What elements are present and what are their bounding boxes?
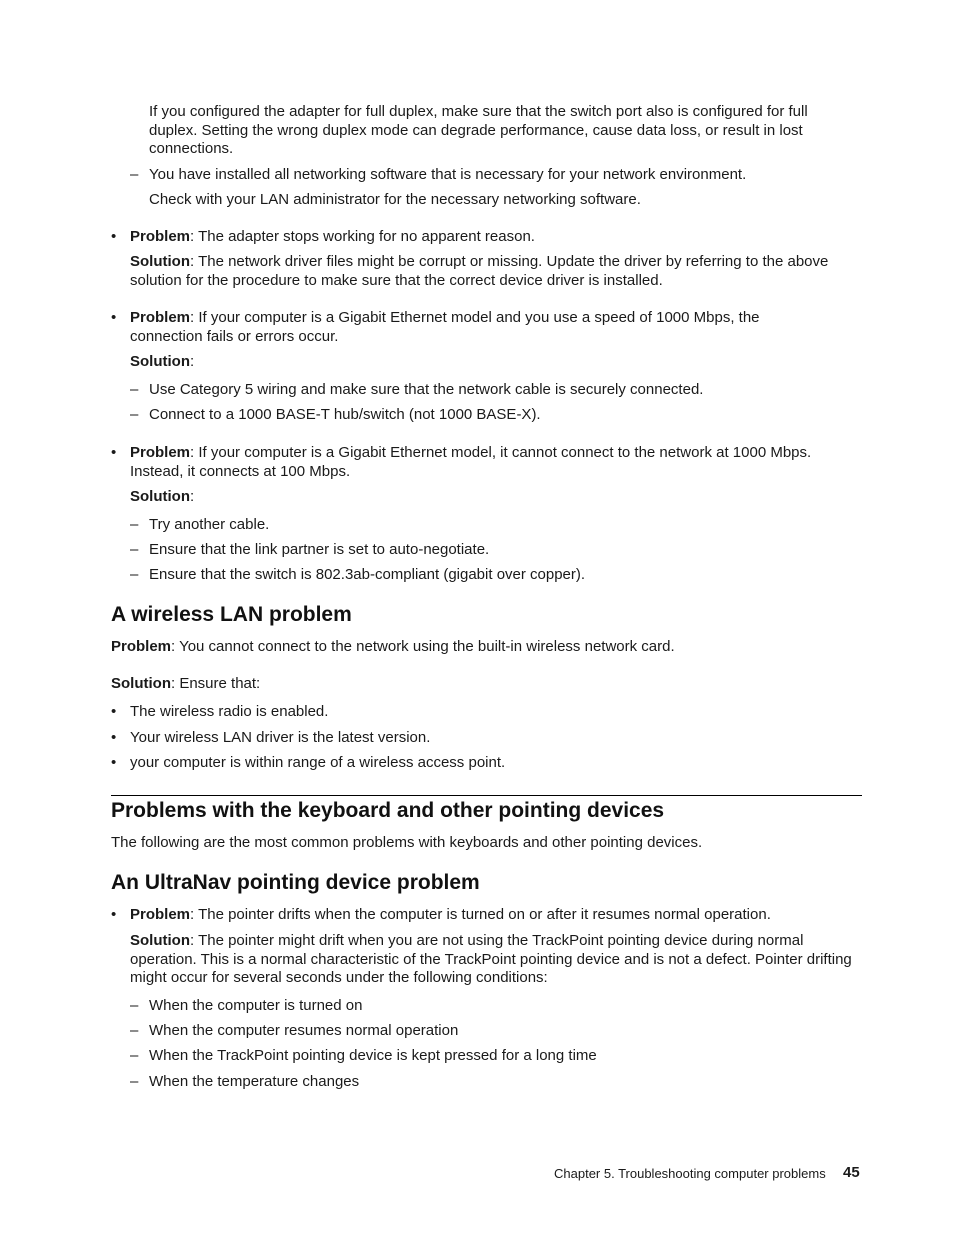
solution-3-dash-1: Try another cable. [149,516,270,533]
footer-chapter: Chapter 5. Troubleshooting computer problems [554,1166,826,1181]
bullet-marker: • [111,729,117,746]
ultranav-dash-2: When the computer resumes normal operation [149,1022,459,1039]
dash-marker: – [130,1047,139,1064]
ultranav-problem-text: : The pointer drifts when the computer is turned on or after it resumes normal operation. [190,906,771,923]
bullet-marker: • [111,703,117,720]
problem-2 [130,309,820,346]
section-divider [111,795,862,796]
ultranav-solution [130,932,868,988]
ultranav-dash-3: When the TrackPoint pointing device is kept pressed for a long time [149,1047,597,1064]
dash-marker: – [130,516,139,533]
dash-marker: – [130,1073,139,1090]
wireless-problem-text: : You cannot connect to the network using the built-in wireless network card. [171,638,675,655]
ultranav-problem [130,906,862,925]
dash-marker: – [130,406,139,423]
solution-1-text: : The network driver files might be corrupt or missing. Update the driver by referring to the above solution for the procedure to make sure that the correct device driver is installed. [130,253,829,289]
wireless-solution-text: : Ensure that: [171,675,261,692]
page-number: 45 [843,1164,860,1181]
problem-2-text: : If your computer is a Gigabit Ethernet model and you use a speed of 1000 Mbps, the connection fails or errors occur. [130,309,760,345]
wireless-problem [111,638,862,657]
keyboard-intro: The following are the most common problems with keyboards and other pointing devices. [111,834,703,851]
dash-marker: – [130,997,139,1014]
dash-marker: – [130,566,139,583]
wireless-bullet-2: Your wireless LAN driver is the latest version. [130,729,431,746]
heading-wireless-lan: A wireless LAN problem [111,603,352,626]
heading-keyboard-problems: Problems with the keyboard and other pointing devices [111,799,665,822]
solution-label: Solution [130,353,190,370]
solution-2-dash-1: Use Category 5 wiring and make sure that the network cable is securely connected. [149,381,704,398]
wireless-solution [111,675,862,694]
solution-label: Solution [130,488,190,505]
problem-label: Problem [130,228,191,245]
solution-label: Solution [111,675,171,692]
solution-1 [130,253,868,290]
bullet-marker: • [111,444,117,461]
problem-3 [130,444,862,481]
wireless-bullet-1: The wireless radio is enabled. [130,703,329,720]
problem-label: Problem [130,444,191,461]
solution-label: Solution [130,932,190,949]
problem-1-text: : The adapter stops working for no apparent reason. [190,228,535,245]
solution-2-dash-2: Connect to a 1000 BASE-T hub/switch (not 1000 BASE-X). [149,406,541,423]
list-item-networking-software: You have installed all networking software that is necessary for your network environment. [149,166,747,183]
solution-3-dash-3: Ensure that the switch is 802.3ab-compliant (gigabit over copper). [149,566,586,583]
dash-marker: – [130,541,139,558]
solution-2-label [130,353,194,372]
bullet-marker: • [111,754,117,771]
problem-3-text: : If your computer is a Gigabit Ethernet model, it cannot connect to the network at 1000 Mbps. Instead, it connects at 100 Mbps. [130,444,812,480]
dash-marker: – [130,381,139,398]
paragraph-check-admin: Check with your LAN administrator for the necessary networking software. [149,191,641,208]
bullet-marker: • [111,228,117,245]
problem-label: Problem [111,638,172,655]
solution-3-label [130,488,194,507]
solution-3-dash-2: Ensure that the link partner is set to auto-negotiate. [149,541,490,558]
solution-colon: : [190,353,195,370]
solution-colon: : [190,488,195,505]
problem-label: Problem [130,906,191,923]
paragraph-full-duplex: If you configured the adapter for full duplex, make sure that the switch port also is configured for full duplex. Setting the wrong duplex mode can degrade performance, cause data loss, or result in lost connections. [149,103,808,157]
problem-label: Problem [130,309,191,326]
bullet-marker: • [111,309,117,326]
dash-marker: – [130,166,139,183]
problem-1 [130,228,862,247]
ultranav-dash-1: When the computer is turned on [149,997,363,1014]
dash-marker: – [130,1022,139,1039]
heading-ultranav: An UltraNav pointing device problem [111,871,480,894]
solution-label: Solution [130,253,190,270]
ultranav-solution-text: : The pointer might drift when you are not using the TrackPoint pointing device during normal operation. This is a normal characteristic of the TrackPoint pointing device and is not a defect. Pointer drifting might occur for several seconds under the following conditions: [130,932,852,986]
bullet-marker: • [111,906,117,923]
wireless-bullet-3: your computer is within range of a wireless access point. [130,754,506,771]
ultranav-dash-4: When the temperature changes [149,1073,360,1090]
